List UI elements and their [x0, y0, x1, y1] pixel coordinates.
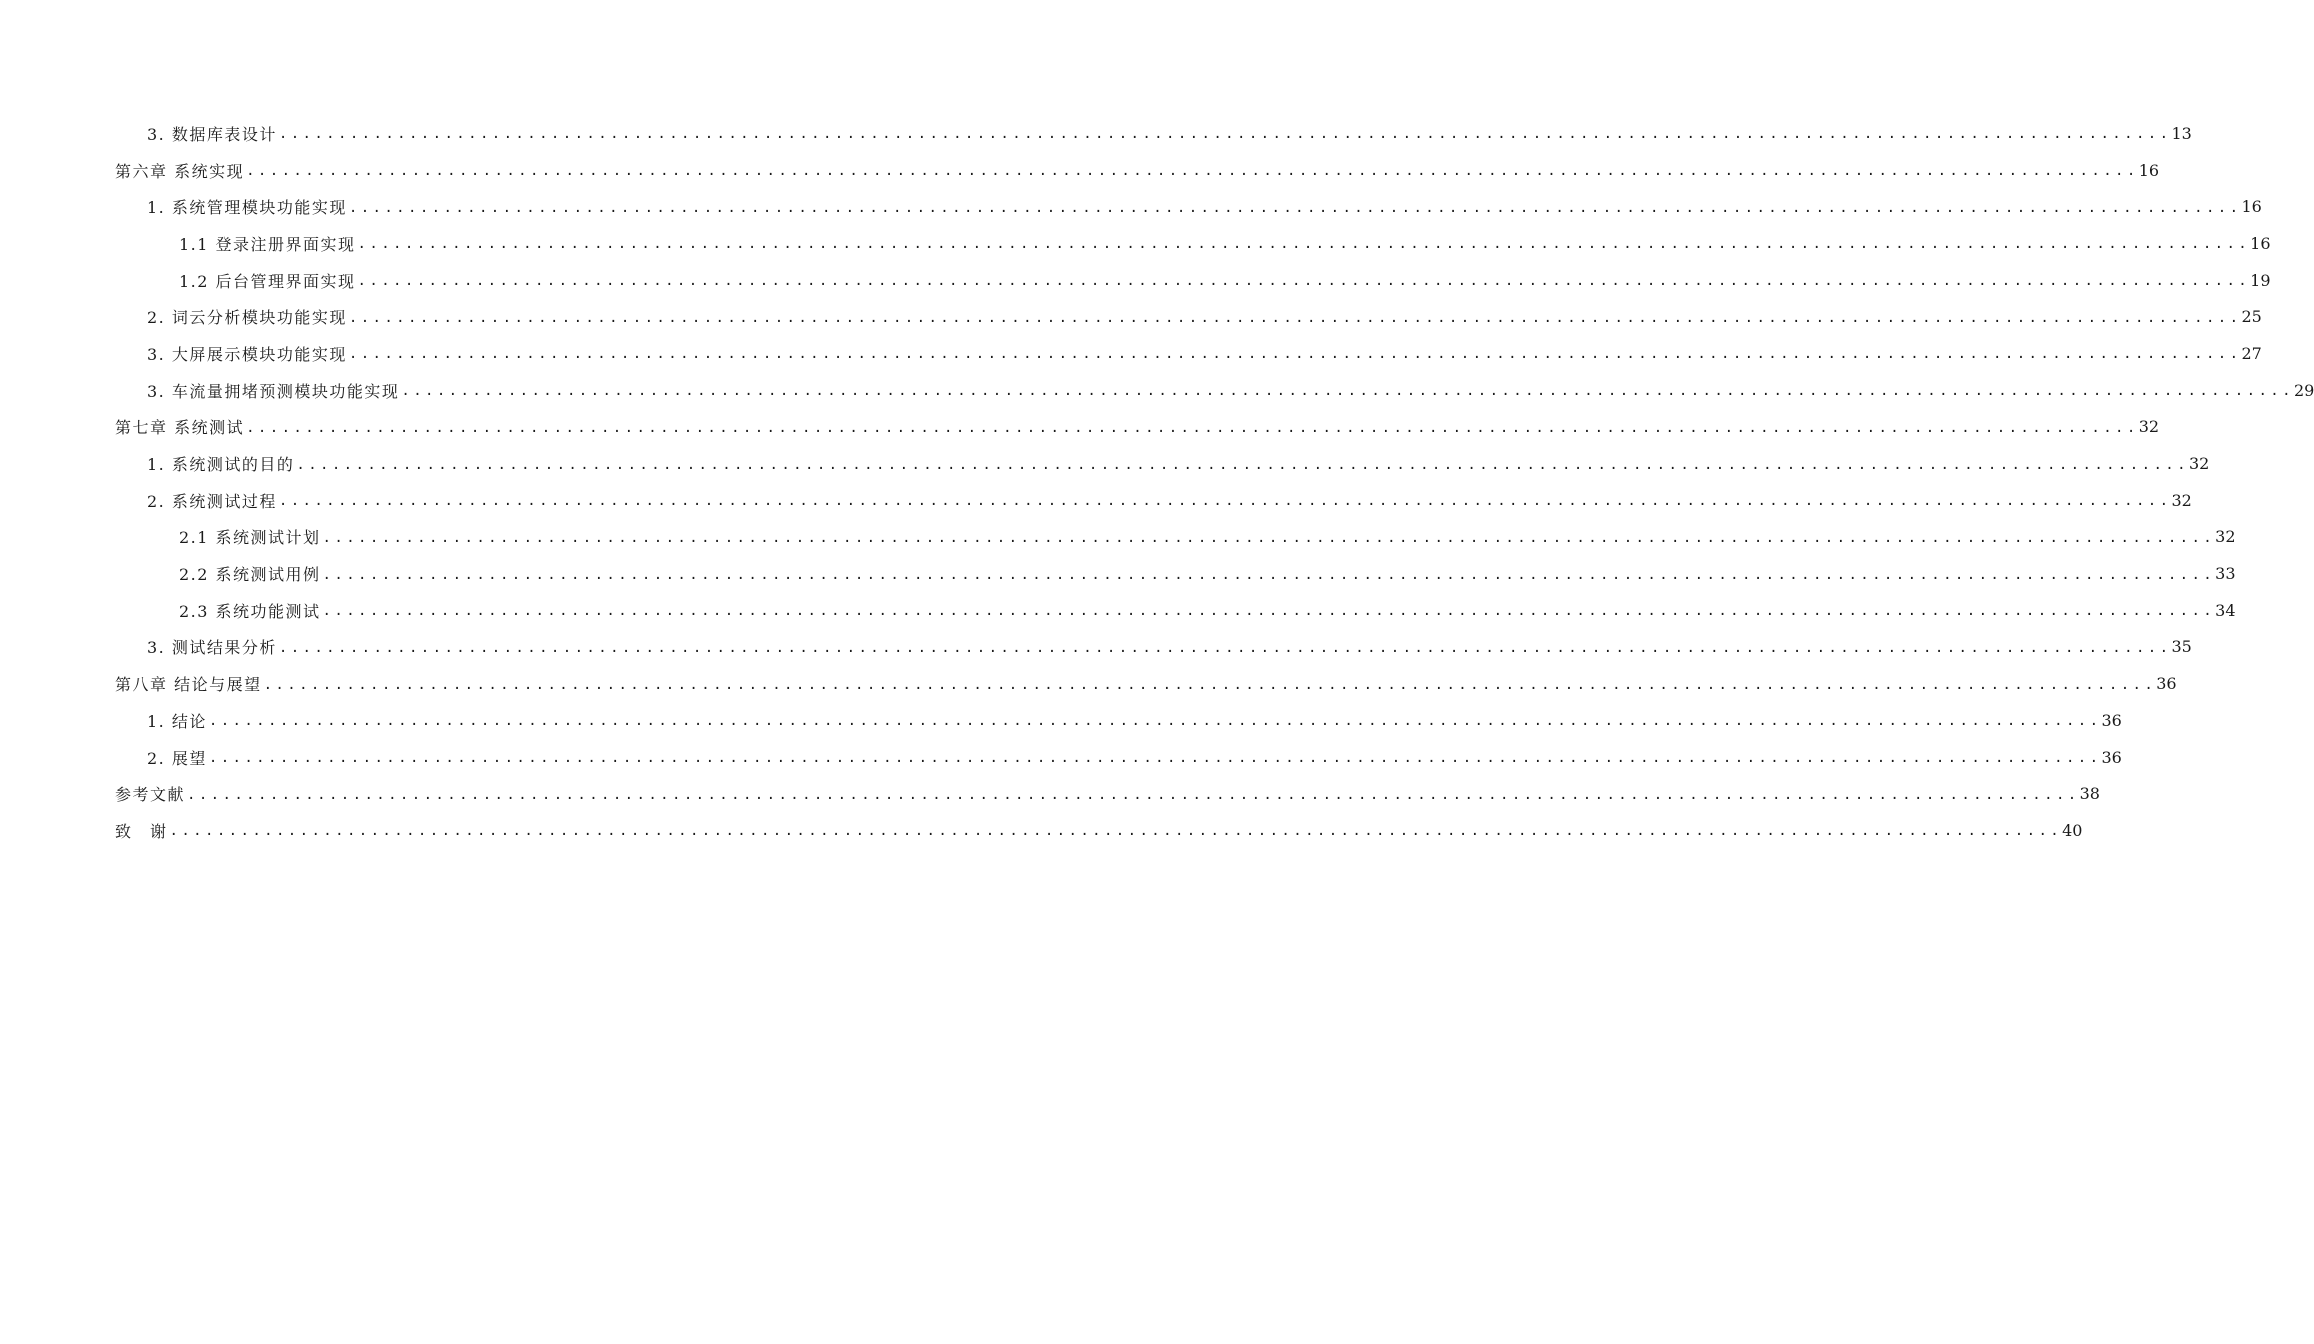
- toc-entry-label: 1. 系统管理模块功能实现: [147, 198, 347, 218]
- toc-dot-leader: ................................................................................................................................................................: [401, 383, 2294, 400]
- toc-dot-leader: ................................................................................................................................................................: [348, 199, 2242, 216]
- toc-page-number: 32: [2215, 527, 2236, 547]
- toc-dot-leader: ................................................................................................................................................................: [278, 126, 2172, 143]
- toc-entry[interactable]: [0, 262, 2271, 299]
- toc-entry-label: 1.1 登录注册界面实现: [179, 234, 356, 254]
- toc-dot-leader: ................................................................................................................................................................: [322, 529, 2216, 546]
- toc-entry-label: 2.2 系统测试用例: [179, 565, 321, 585]
- toc-dot-leader: ................................................................................................................................................................: [348, 346, 2242, 363]
- toc-dot-leader: ................................................................................................................................................................: [208, 713, 2102, 730]
- toc-entry-label: 1. 结论: [147, 711, 207, 731]
- toc-dot-leader: ................................................................................................................................................................: [187, 786, 2080, 803]
- toc-page-number: 34: [2215, 600, 2236, 620]
- toc-dot-leader: ................................................................................................................................................................: [322, 603, 2216, 620]
- toc-entry-label: 致 谢: [115, 821, 168, 841]
- toc-entry[interactable]: [0, 188, 2262, 225]
- toc-entry-label: 2.3 系统功能测试: [179, 601, 321, 621]
- toc-entry[interactable]: [0, 775, 2100, 812]
- toc-dot-leader: ................................................................................................................................................................: [278, 639, 2172, 656]
- toc-dot-leader: ................................................................................................................................................................: [246, 163, 2139, 180]
- toc-page-number: 16: [2241, 197, 2262, 217]
- toc-entry-label: 第六章 系统实现: [115, 161, 245, 181]
- toc-dot-leader: ................................................................................................................................................................: [263, 676, 2157, 693]
- toc-dot-leader: ................................................................................................................................................................: [357, 236, 2251, 253]
- toc-entry[interactable]: [0, 152, 2160, 189]
- toc-page-number: 32: [2138, 417, 2160, 437]
- toc-page-number: 25: [2241, 307, 2262, 327]
- toc-entry[interactable]: [0, 555, 2236, 592]
- toc-entry-label: 3. 大屏展示模块功能实现: [147, 344, 347, 364]
- toc-page-number: 32: [2188, 454, 2210, 474]
- table-of-contents: [0, 115, 2314, 849]
- toc-dot-leader: ................................................................................................................................................................: [348, 309, 2242, 326]
- toc-page-number: 40: [2062, 820, 2083, 840]
- toc-page-number: 16: [2250, 233, 2271, 253]
- toc-entry[interactable]: [0, 592, 2236, 629]
- toc-entry-label: 3. 测试结果分析: [147, 638, 277, 658]
- toc-page-number: 38: [2079, 784, 2100, 804]
- toc-entry-label: 1. 系统测试的目的: [147, 455, 295, 475]
- toc-dot-leader: ................................................................................................................................................................: [357, 273, 2251, 290]
- toc-dot-leader: ................................................................................................................................................................: [246, 419, 2139, 436]
- toc-entry[interactable]: [0, 298, 2262, 335]
- toc-page-number: 32: [2171, 490, 2192, 510]
- toc-page-number: 16: [2138, 160, 2160, 180]
- toc-page-number: 35: [2171, 637, 2192, 657]
- toc-entry[interactable]: [0, 225, 2271, 262]
- toc-page-number: 13: [2171, 123, 2192, 143]
- toc-entry[interactable]: [0, 519, 2236, 556]
- toc-dot-leader: ................................................................................................................................................................: [278, 493, 2172, 510]
- toc-entry[interactable]: [0, 335, 2262, 372]
- toc-dot-leader: ................................................................................................................................................................: [296, 456, 2189, 473]
- toc-entry-label: 第八章 结论与展望: [115, 675, 262, 695]
- toc-entry[interactable]: [0, 372, 2314, 409]
- toc-entry[interactable]: [0, 812, 2083, 849]
- toc-entry-label: 2. 展望: [147, 748, 207, 768]
- toc-entry[interactable]: [0, 629, 2192, 666]
- toc-entry[interactable]: [0, 482, 2192, 519]
- toc-entry[interactable]: [0, 665, 2177, 702]
- toc-page-number: 36: [2101, 747, 2122, 767]
- toc-page-number: 36: [2101, 710, 2122, 730]
- toc-entry-label: 第七章 系统测试: [115, 418, 245, 438]
- toc-page-number: 27: [2241, 343, 2262, 363]
- toc-entry[interactable]: [0, 739, 2122, 776]
- toc-dot-leader: ................................................................................................................................................................: [208, 750, 2102, 767]
- toc-entry[interactable]: [0, 115, 2192, 152]
- toc-entry[interactable]: [0, 702, 2122, 739]
- toc-entry-label: 2.1 系统测试计划: [179, 528, 321, 548]
- toc-page-number: 36: [2156, 674, 2177, 694]
- toc-entry-label: 参考文献: [115, 785, 186, 805]
- toc-entry-label: 3. 车流量拥堵预测模块功能实现: [147, 381, 400, 401]
- toc-page-number: 19: [2250, 270, 2271, 290]
- toc-dot-leader: ................................................................................................................................................................: [322, 566, 2216, 583]
- toc-entry-label: 2. 词云分析模块功能实现: [147, 308, 347, 328]
- toc-entry-label: 3. 数据库表设计: [147, 124, 277, 144]
- toc-entry[interactable]: [0, 409, 2160, 446]
- toc-entry-label: 1.2 后台管理界面实现: [179, 271, 356, 291]
- toc-page-number: 33: [2215, 564, 2236, 584]
- toc-dot-leader: ................................................................................................................................................................: [169, 823, 2063, 840]
- toc-entry[interactable]: [0, 445, 2210, 482]
- toc-page-number: 29: [2293, 380, 2314, 400]
- toc-entry-label: 2. 系统测试过程: [147, 491, 277, 511]
